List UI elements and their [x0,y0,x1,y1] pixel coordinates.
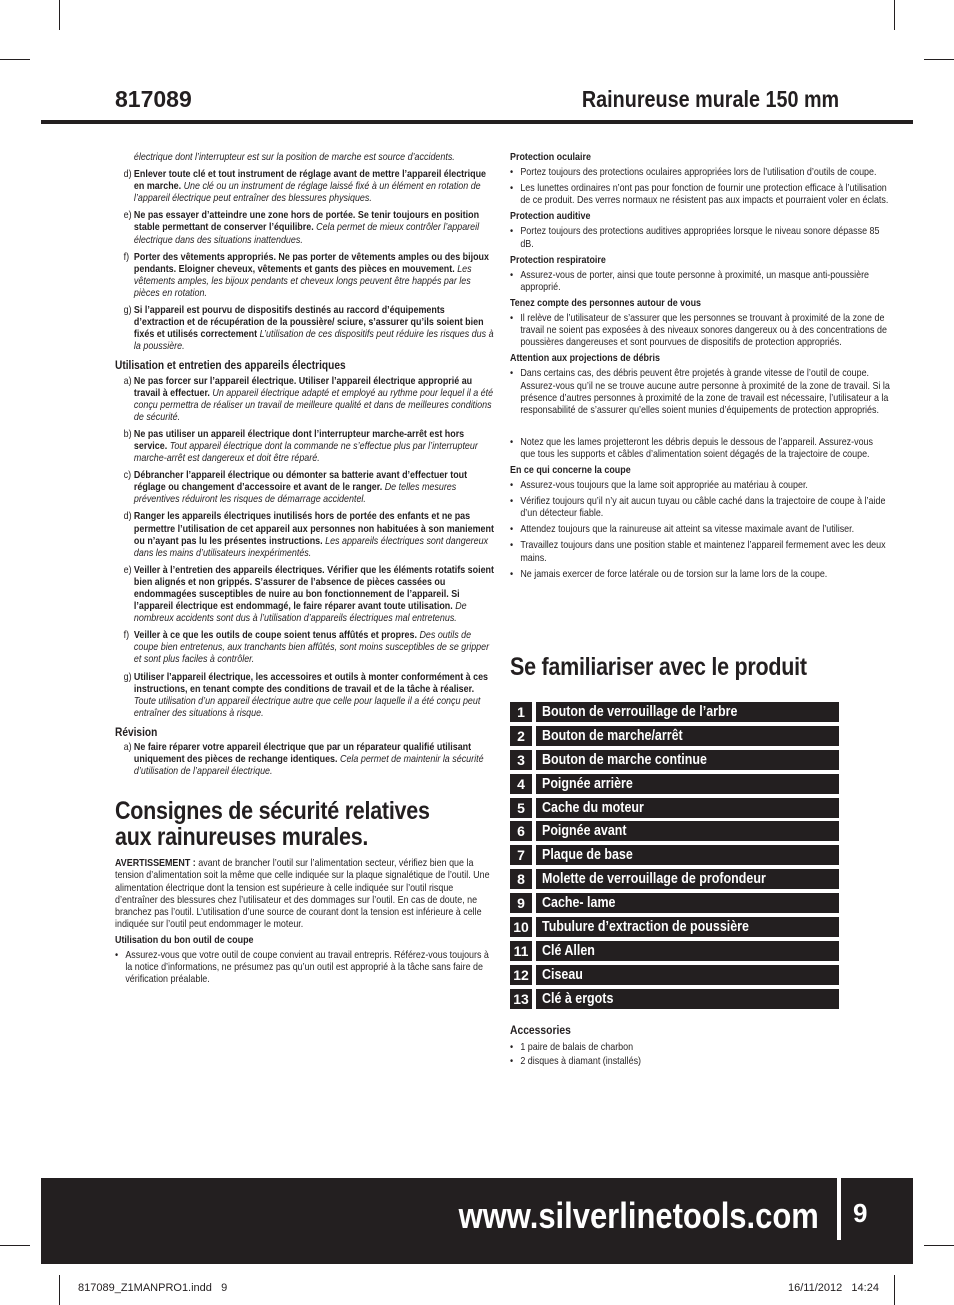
part-number: 3 [510,750,532,770]
part-label: Plaque de base [536,845,839,865]
list-item: • Travaillez toujours dans une position stable et maintenez l’appareil fermement avec les deux mains. [510,540,886,564]
product-title: Se familiariser avec le produit [510,653,807,681]
right-column [510,152,890,585]
list-item: b) Ne pas utiliser un appareil électrique dont l’interrupteur marche-arrêt est hors service. Tout appareil électrique dont la commande ne s’effectue plus par l’interrupteur marche-arrêt est dangereux et doit être réparé. [123,428,478,465]
section-heading: Attention aux projections de débris [510,353,660,365]
header-rule [41,120,913,124]
crop-mark [894,0,895,30]
list-item: a) Ne pas forcer sur l’appareil électrique. Utiliser l’appareil électrique approprié au travail à effectuer. Un appareil électrique adapté et employé au rythme pour lequel il a été conçu permettra de réaliser un travail de meilleure qualité et dans de meilleures conditions de sécurité. [123,375,494,423]
part-row [510,726,839,746]
list-item: c) Débrancher l’appareil électrique ou démonter sa batterie avant d’effectuer tout réglage ou changement d’accessoire et avant de le ranger. De telles mesures préventives réduiront les risques de démarrage accidentel. [123,470,468,506]
part-row [510,893,839,913]
list-item: • 1 paire de balais de charbon [510,1041,634,1053]
part-number: 4 [510,774,532,794]
section-heading: Protection auditive [510,211,591,223]
part-number: 13 [510,989,532,1009]
left-column [115,152,495,990]
section-heading: Utilisation du bon outil de coupe [115,934,254,946]
part-row [510,965,839,985]
footer-divider [837,1178,841,1240]
part-number: 7 [510,845,532,865]
website-link[interactable]: www.silverlinetools.com [458,1195,819,1236]
slug-file: 817089_Z1MANPRO1.indd 9 [78,1282,228,1294]
part-label: Bouton de marche/arrêt [536,726,839,746]
section-heading: Accessories [510,1023,571,1037]
list-item: • Portez toujours des protections oculaires appropriées lors de l’utilisation d’outils de coupe. [510,167,877,179]
part-number: 2 [510,726,532,746]
list-item: • Assurez-vous que votre outil de coupe convient au travail entrepris. Référez-vous toujours à la notice d’informations, ne présumez pas qu’un outil est approprié à la tâche sans faire de vérification préalable. [115,949,489,986]
slug-date: 16/11/2012 14:24 [788,1282,879,1294]
section-heading: Protection oculaire [510,152,591,163]
crop-mark [0,1245,30,1246]
part-label: Poignée avant [536,821,839,841]
part-label: Tubulure d’extraction de poussière [536,917,839,937]
part-row [510,869,839,889]
list-item: e) Veiller à l’entretien des appareils électriques. Vérifier que les éléments rotatifs soient bien alignés et non grippés. S’assurer de l’absence de pièces cassées ou endommagées susceptibles de nuire au bon fonctionnement de l’appareil. Si l’appareil électrique est endommagé, le faire réparer avant toute utilisation. De nombreux accidents sont dus à l’utilisation d’appareils électriques mal entretenus. [123,564,494,625]
part-row [510,941,839,961]
section-heading: Tenez compte des personnes autour de vous [510,297,702,309]
part-row [510,750,839,770]
list-item: a) Ne faire réparer votre appareil électrique que par un réparateur qualifié utilisant uniquement des pièces de rechange identiques. Cela permet de maintenir la sécurité d’utilisation de l’appareil électrique. [123,742,484,778]
crop-mark [894,1275,895,1305]
list-item: • Il relève de l’utilisateur de s’assurer que les personnes se trouvant à proximité de la zone de travail ne soient pas exposées à des niveaux sonores dangereux ou à des concentrations de poussières dangereuses et sont pourvues de dispositifs de protection appropriés. [510,313,887,349]
warning-paragraph: AVERTISSEMENT : avant de brancher l’outil sur l’alimentation secteur, vérifiez bien que la tension d’alimentation soit la même que celle indiquée sur la plaque signalétique de l’outil. Une alimentation électrique dont la tension est supérieure à celle indiquée sur l’outil risque d’entraîner des blessures chez l’utilisateur et des dommages sur l’outil. En cas de doute, ne branchez pas l’outil. L’utilisation d’une source de courant dont la tension est inférieure à celle indiquée sur l’outil peut endommager le moteur. [115,858,490,930]
part-label: Clé à ergots [536,989,839,1009]
footer-bar [41,1178,913,1264]
list-item: • Assurez-vous toujours que la lame soit appropriée au matériau à couper. [510,480,808,492]
tool-use-list [115,376,495,720]
crop-mark [924,59,954,60]
list-item: g) Si l’appareil est pourvu de dispositifs destinés au raccord d’équipements d’extraction et de récupération de la poussière/ sciure, s’assurer qu’ils soient bien fixés et utilisés correctement L’utilisation de ces dispositifs peut réduire les risques dus à la poussière. [123,305,494,353]
part-number: 11 [510,941,532,961]
list-item: • Notez que les lames projetteront les débris depuis le dessous de l’appareil. Assurez-vous que tous les supports et câbles d’alimentation soient dégagés de la trajectoire de coupe. [510,436,873,460]
part-row [510,845,839,865]
list-item: f) Porter des vêtements appropriés. Ne pas porter de vêtements amples ou des bijoux pendants. Eloigner cheveux, vêtements et gants des pièces en mouvement. Les vêtements amples, les bijoux pendants et cheveux longs peuvent être happés par les pièces en rotation. [123,251,489,299]
parts-list [510,702,839,1013]
part-row [510,702,839,722]
section-heading: Protection respiratoire [510,254,606,266]
crop-mark [0,59,30,60]
part-number: 9 [510,893,532,913]
product-code: 817089 [115,86,192,112]
part-row [510,917,839,937]
crop-mark [59,1275,60,1305]
list-item: • Assurez-vous de porter, ainsi que toute personne à proximité, un masque anti-poussière approprié. [510,269,870,293]
section-heading: Révision [115,724,158,739]
part-row [510,821,839,841]
part-label: Cache- lame [536,893,839,913]
list-item: • Portez toujours des protections auditives appropriées lorsque le niveau sonore dépasse 85 dB. [510,226,880,250]
list-item: • Vérifiez toujours qu’il n’y ait aucun tuyau ou câble caché dans la trajectoire de coupe à l’aide d’un détecteur fiable. [510,496,886,520]
page-title: Rainureuse murale 150 mm [581,86,839,112]
part-label: Bouton de verrouillage de l’arbre [536,702,839,722]
part-number: 10 [510,917,532,937]
list-item: • Dans certains cas, des débris peuvent être projetés à grande vitesse de l’outil de coupe. Assurez-vous qu’il ne se trouve aucune autre personne à proximité de la zone de travail. Si la présence d’autres personnes à proximité de la zone de travail est nécessaire, l’utilisateur a la responsabilité de s’assurer qu’elles soient munies d’équipements de protection appropriés. [510,368,890,416]
personal-safety-list [115,169,495,353]
section-heading: Utilisation et entretien des appareils électriques [115,358,346,373]
list-item: électrique dont l’interrupteur est sur la position de marche est source d’accidents. [133,152,455,163]
accessories [510,1024,840,1070]
list-item: • 2 disques à diamant (installés) [510,1056,642,1067]
safety-title: Consignes de sécurité relatives aux rainureuses murales. [115,797,430,852]
part-label: Ciseau [536,965,839,985]
list-item: e) Ne pas essayer d’atteindre une zone hors de portée. Se tenir toujours en position stable permettant de conserver l’équilibre. Cela permet de mieux contrôler l’appareil électrique dans des situations inattendues. [123,210,480,246]
crop-mark [924,1245,954,1246]
part-label: Cache du moteur [536,798,839,818]
list-item: f) Veiller à ce que les outils de coupe soient tenus affûtés et propres. Des outils de coupe bien entretenus, aux tranchants bien affûtés, sont moins susceptibles de se gripper et sont plus faciles à contrôler. [123,630,490,666]
part-number: 12 [510,965,532,985]
part-label: Molette de verrouillage de profondeur [536,869,839,889]
part-row [510,989,839,1009]
list-item: g) Utiliser l’appareil électrique, les accessoires et outils à monter conformément à ces instructions, en tenant compte des conditions de travail et de la tâche à réaliser. Toute utilisation d’un appareil électrique autre que celle pour laquelle il a été conçu peut entraîner des situations à risque. [123,671,489,719]
list-item: • Attendez toujours que la rainureuse ait atteint sa vitesse maximale avant de l’utiliser. [510,524,855,536]
part-row [510,798,839,818]
part-number: 8 [510,869,532,889]
section-heading: En ce qui concerne la coupe [510,464,631,476]
part-number: 5 [510,798,532,818]
crop-mark [59,0,60,30]
list-item: • Ne jamais exercer de force latérale ou de torsion sur la lame lors de la coupe. [510,568,828,580]
part-label: Poignée arrière [536,774,839,794]
list-item: • Les lunettes ordinaires n’ont pas pour fonction de fournir une protection efficace à l’utilisation de ce produit. Des verres normaux ne résistent pas aux impacts et pourraient voler en éclats. [510,183,889,207]
part-label: Bouton de marche continue [536,750,839,770]
part-number: 1 [510,702,532,722]
part-number: 6 [510,821,532,841]
page-number: 9 [853,1198,868,1228]
part-label: Clé Allen [536,941,839,961]
part-row [510,774,839,794]
list-item: d) Ranger les appareils électriques inutilisés hors de portée des enfants et ne pas permettre l’utilisation de cet appareil aux personnes non habituées à son maniement ou n’ayant pas lu les présentes instructions. Les appareils électriques sont dangereux dans les mains d’utilisateurs inexpérimentés. [123,511,494,559]
list-item: d) Enlever toute clé et tout instrument de réglage avant de mettre l’appareil électrique en marche. Une clé ou un instrument de réglage laissé fixé à un élément en rotation de l’appareil électrique peut entraîner des blessures physiques. [123,169,486,205]
